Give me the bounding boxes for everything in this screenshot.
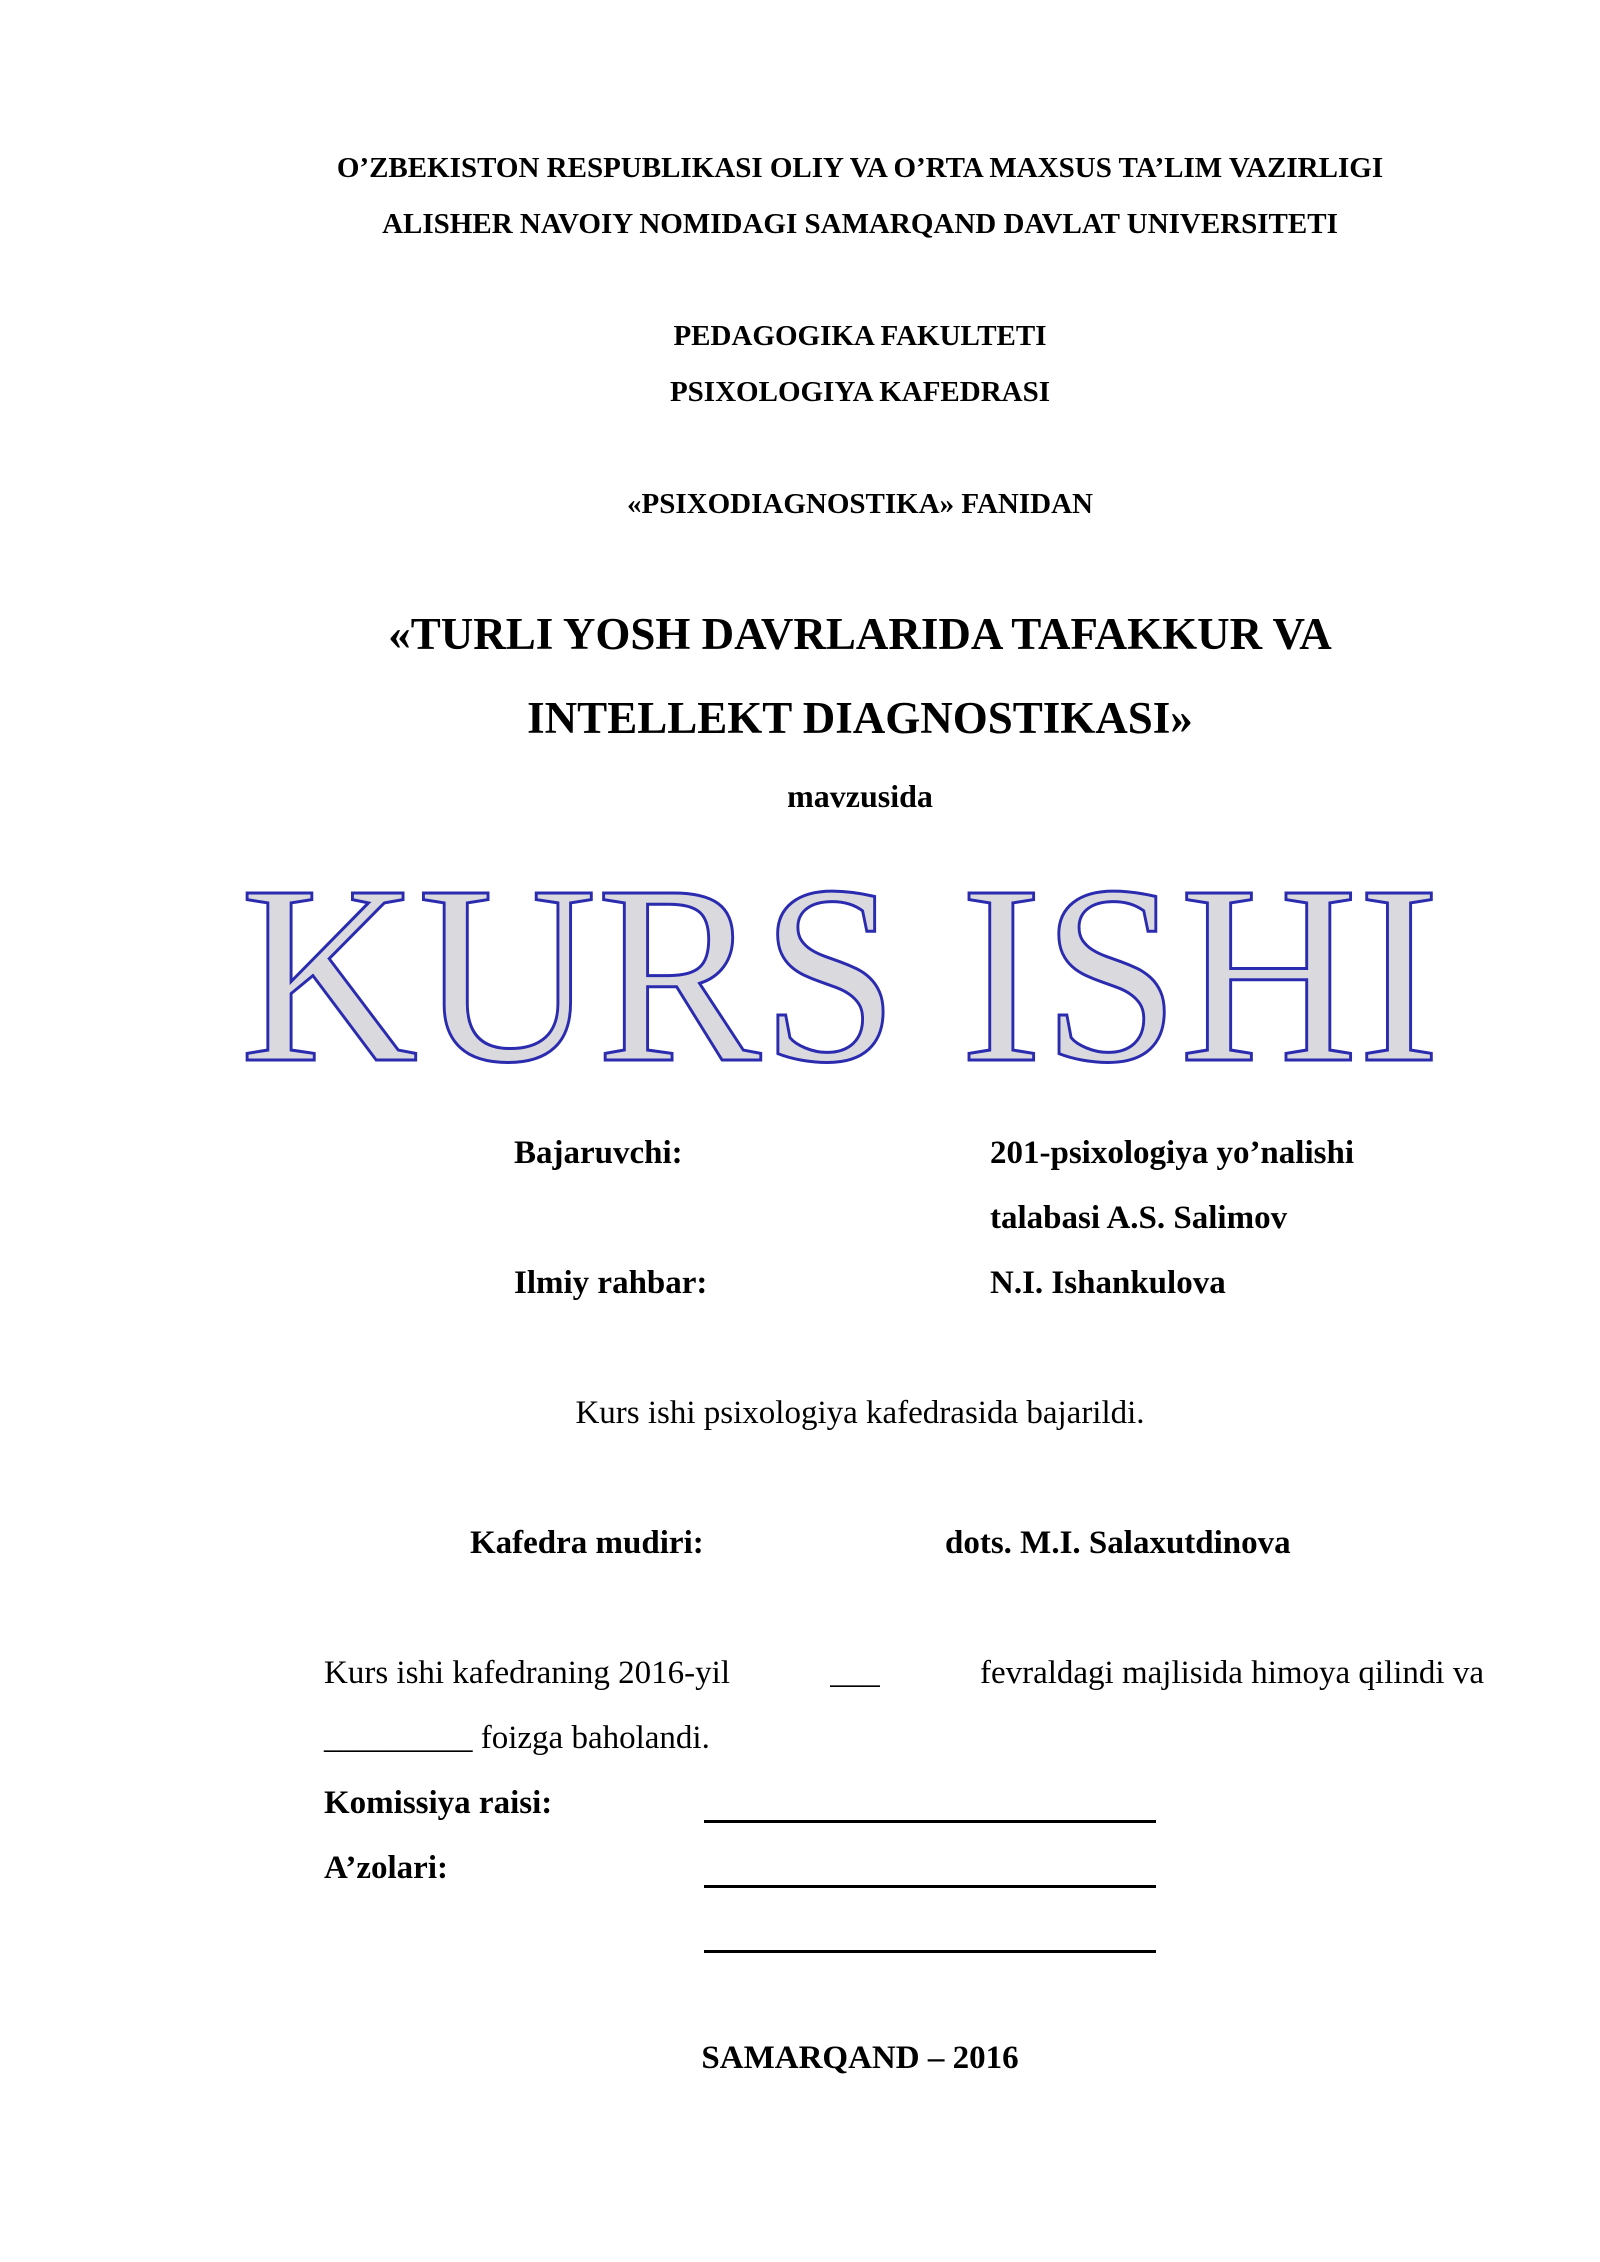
head-of-department-label: Kafedra mudiri: [470, 1525, 704, 1561]
topic-suffix: mavzusida [787, 778, 933, 814]
topic-line-2: INTELLEKT DIAGNOSTIKASI» [527, 693, 1193, 743]
place-and-year: SAMARQAND – 2016 [701, 2040, 1019, 2076]
subject-title: «PSIXODIAGNOSTIKA» FANIDAN [627, 488, 1093, 520]
topic-line-1: «TURLI YOSH DAVRLARIDA TAFAKKUR VA [388, 609, 1332, 659]
performer-label: Bajaruvchi: [514, 1135, 683, 1171]
faculty-title: PEDAGOGIKA FAKULTETI [673, 320, 1047, 352]
head-of-department-name: dots. M.I. Salaxutdinova [945, 1525, 1291, 1561]
defense-text-part3: foizga baholandi. [480, 1720, 710, 1756]
defense-text-part1: Kurs ishi kafedraning 2016-yil [324, 1655, 731, 1691]
supervisor-label: Ilmiy rahbar: [514, 1265, 708, 1301]
commission-members-label: A’zolari: [324, 1850, 448, 1886]
ministry-title: O’ZBEKISTON RESPUBLIKASI OLIY VA O’RTA MAXSUS TA’LIM VAZIRLIGI [336, 152, 1384, 184]
defense-text-part2: fevraldagi majlisida himoya qilindi va [979, 1655, 1484, 1691]
defense-line-2 [324, 1720, 710, 1757]
commission-member-signature-line-2 [704, 1950, 1156, 1953]
performer-program: 201-psixologiya yo’nalishi [990, 1135, 1354, 1171]
completion-note: Kurs ishi psixologiya kafedrasida bajarildi. [575, 1395, 1145, 1431]
department-title: PSIXOLOGIYA KAFEDRASI [669, 376, 1051, 408]
commission-member-signature-line-1 [704, 1885, 1156, 1888]
course-work-title: KURS ISHI [240, 850, 1440, 1080]
performer-name: talabasi A.S. Salimov [990, 1200, 1288, 1236]
commission-chair-label: Komissiya raisi: [324, 1785, 553, 1821]
commission-chair-signature-line [704, 1820, 1156, 1823]
supervisor-name: N.I. Ishankulova [990, 1265, 1226, 1301]
defense-day-blank: ___ [830, 1655, 880, 1691]
university-title: ALISHER NAVOIY NOMIDAGI SAMARQAND DAVLAT UNIVERSITETI [382, 208, 1338, 240]
defense-line-1 [324, 1655, 1484, 1692]
defense-score-blank: _________ [324, 1720, 473, 1756]
course-work-wordart [200, 850, 1480, 1080]
